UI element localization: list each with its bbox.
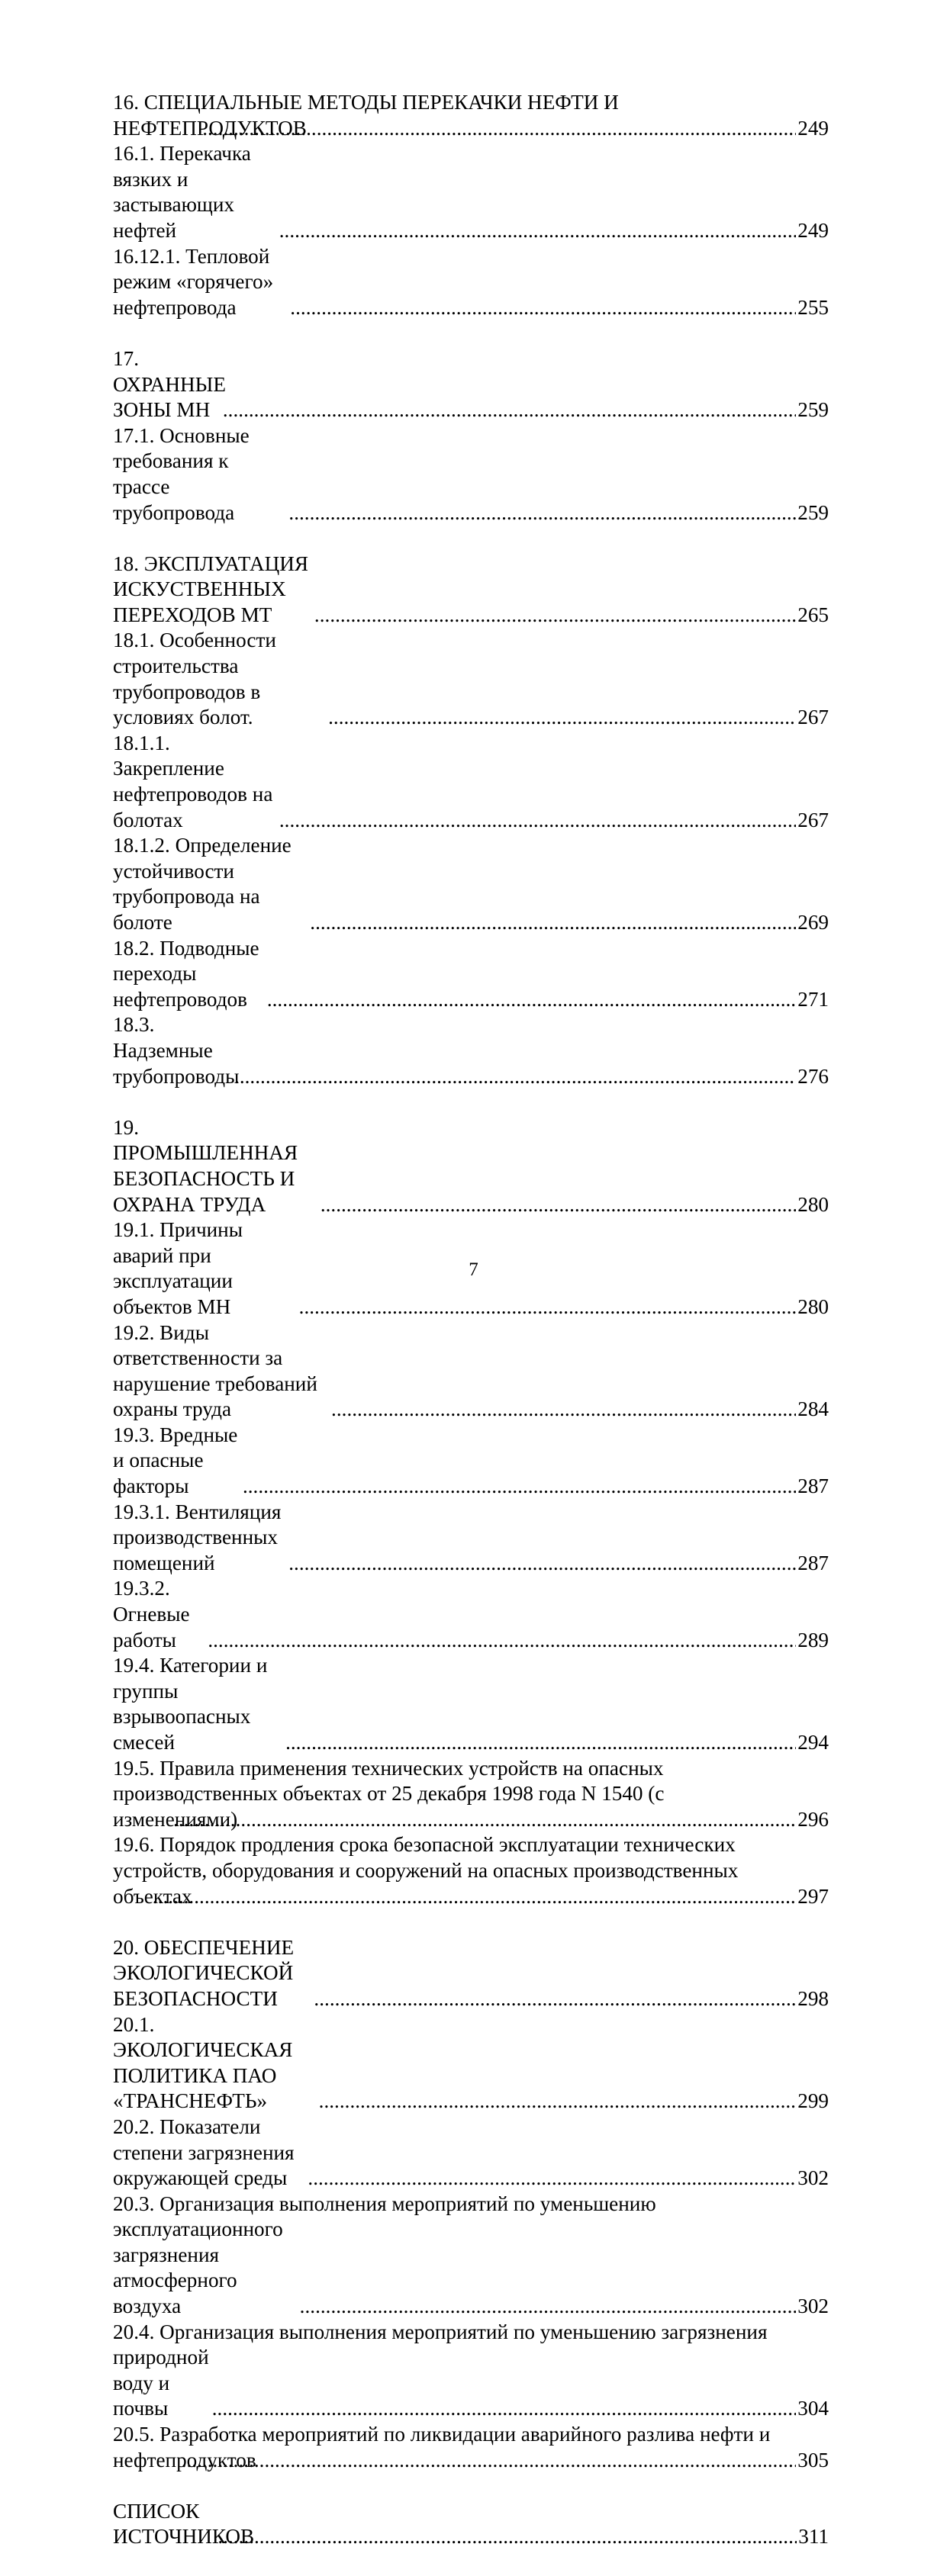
dot-leader bbox=[290, 295, 796, 321]
toc-entry[interactable] bbox=[113, 1756, 829, 1833]
toc-entry-title: эксплуатационного загрязнения атмосферного воздуха bbox=[113, 2217, 283, 2318]
toc-entry-line: 19.6. Порядок продления срока безопасной эксплуатации технических bbox=[113, 1833, 736, 1857]
toc-page-number: 259 bbox=[797, 398, 829, 422]
dot-leader bbox=[288, 1551, 796, 1577]
toc-entry-title: 18.1. Особенности строительства трубопроводов в условиях болот. bbox=[113, 629, 276, 729]
toc-page-number: 287 bbox=[797, 1475, 829, 1498]
dot-leader bbox=[267, 987, 796, 1013]
toc-page-number: 269 bbox=[797, 911, 829, 934]
toc-entry-line: 20.5. Разработка мероприятий по ликвидации аварийного разлива нефти и bbox=[113, 2423, 771, 2446]
dot-leader bbox=[173, 1807, 796, 1833]
toc-entry-title: 16.12.1. Тепловой режим «горячего» нефтепровода bbox=[113, 244, 274, 319]
dot-leader bbox=[320, 1192, 796, 1218]
dot-leader bbox=[153, 1884, 796, 1910]
toc-entry[interactable] bbox=[113, 1423, 829, 1500]
toc-entry-line: 19.5. Правила применения технических устройств на опасных bbox=[113, 1756, 664, 1780]
toc-entry[interactable] bbox=[113, 1653, 829, 1755]
toc-entry-title: 20.1. ЭКОЛОГИЧЕСКАЯ ПОЛИТИКА ПАО «ТРАНСНЕФТЬ» bbox=[113, 2012, 293, 2113]
toc-entry-title: 19.3. Вредные и опасные факторы bbox=[113, 1423, 238, 1498]
toc-entry[interactable] bbox=[113, 1012, 829, 1089]
dot-leader bbox=[182, 2448, 797, 2474]
toc-page-number: 302 bbox=[797, 2295, 829, 2318]
toc-page-number: 267 bbox=[797, 706, 829, 729]
toc-entry[interactable] bbox=[113, 2499, 829, 2550]
dot-leader bbox=[223, 397, 796, 423]
dot-leader bbox=[331, 1397, 796, 1423]
toc-section-17 bbox=[113, 346, 829, 526]
toc-entry-title: НЕФТЕПРОДУКТОВ bbox=[113, 116, 307, 140]
toc-entry-line: 20.4. Организация выполнения мероприятий по уменьшению загрязнения bbox=[113, 2320, 768, 2343]
toc-entry-title: 20. ОБЕСПЕЧЕНИЕ ЭКОЛОГИЧЕСКОЙ БЕЗОПАСНОСТИ bbox=[113, 1935, 295, 2010]
dot-leader bbox=[202, 116, 796, 142]
toc-entry-title: 19.3.2. Огневые работы bbox=[113, 1577, 190, 1651]
dot-leader bbox=[328, 705, 796, 731]
table-of-contents bbox=[113, 90, 829, 2576]
page-number: 7 bbox=[469, 1259, 478, 1280]
toc-entry[interactable] bbox=[113, 141, 829, 243]
toc-entry[interactable] bbox=[113, 1500, 829, 1577]
toc-entry[interactable] bbox=[113, 2422, 829, 2473]
toc-entry[interactable] bbox=[113, 244, 829, 321]
toc-entry-title: 18.2. Подводные переходы нефтепроводов bbox=[113, 936, 259, 1011]
toc-page-number: 304 bbox=[797, 2397, 829, 2420]
toc-page-number: 294 bbox=[797, 1731, 829, 1754]
toc-entry[interactable] bbox=[113, 1832, 829, 1909]
toc-page-number: 249 bbox=[797, 218, 829, 242]
toc-page-number: 271 bbox=[797, 987, 829, 1011]
toc-entry-title: 19. ПРОМЫШЛЕННАЯ БЕЗОПАСНОСТЬ И ОХРАНА ТРУДА bbox=[113, 1115, 298, 1216]
toc-entry[interactable] bbox=[113, 90, 829, 141]
toc-entry[interactable] bbox=[113, 1935, 829, 2012]
toc-entry-title: нефтепродуктов bbox=[113, 2448, 256, 2471]
toc-entry[interactable] bbox=[113, 423, 829, 526]
toc-page-number: 284 bbox=[797, 1397, 829, 1421]
toc-entry-line: 20.3. Организация выполнения мероприятий по уменьшению bbox=[113, 2192, 656, 2215]
toc-entry-title: природной воду и почвы bbox=[113, 2346, 209, 2420]
toc-entry-title: 19.3.1. Вентиляция производственных помещений bbox=[113, 1500, 282, 1574]
toc-entry[interactable] bbox=[113, 2320, 829, 2422]
toc-entry-title: 16.1. Перекачка вязких и застывающих нефтей bbox=[113, 142, 251, 242]
toc-entry[interactable] bbox=[113, 1576, 829, 1653]
dot-leader bbox=[310, 910, 796, 936]
dot-leader bbox=[243, 1474, 796, 1500]
dot-leader bbox=[314, 603, 796, 629]
toc-entry-title: 18.1.2. Определение устойчивости трубопровода на болоте bbox=[113, 834, 292, 934]
toc-entry-line: 16. СПЕЦИАЛЬНЫЕ МЕТОДЫ ПЕРЕКАЧКИ НЕФТИ И bbox=[113, 91, 619, 114]
dot-leader bbox=[217, 2524, 797, 2550]
dot-leader bbox=[308, 2166, 796, 2192]
toc-page-number: 311 bbox=[798, 2525, 829, 2549]
toc-entry[interactable] bbox=[113, 833, 829, 935]
toc-entry[interactable] bbox=[113, 1115, 829, 1217]
dot-leader bbox=[279, 808, 796, 834]
toc-section-18 bbox=[113, 552, 829, 1089]
toc-entry[interactable] bbox=[113, 2192, 829, 2320]
toc-page-number: 297 bbox=[797, 1884, 829, 1908]
toc-page-number: 305 bbox=[797, 2448, 829, 2471]
toc-entry-title: 20.2. Показатели степени загрязнения окружающей среды bbox=[113, 2115, 295, 2190]
toc-entry[interactable] bbox=[113, 2115, 829, 2192]
dot-leader bbox=[212, 2396, 796, 2422]
toc-section-16 bbox=[113, 90, 829, 320]
toc-entry-title: объектах bbox=[113, 1884, 192, 1908]
toc-page-number: 299 bbox=[797, 2089, 829, 2113]
toc-entry-title: 19.1. Причины аварий при эксплуатации объектов МН bbox=[113, 1218, 243, 1318]
toc-section-19 bbox=[113, 1115, 829, 1909]
toc-page-number: 265 bbox=[797, 603, 829, 626]
toc-entry[interactable] bbox=[113, 1320, 829, 1423]
toc-section-20 bbox=[113, 1935, 829, 2473]
dot-leader bbox=[314, 1986, 796, 2012]
toc-page-number: 298 bbox=[797, 1986, 829, 2010]
toc-entry[interactable] bbox=[113, 628, 829, 730]
toc-page-number: 276 bbox=[797, 1064, 829, 1088]
toc-page-number: 296 bbox=[797, 1807, 829, 1831]
toc-entry-title: 18. ЭКСПЛУАТАЦИЯ ИСКУСТВЕННЫХ ПЕРЕХОДОВ МТ bbox=[113, 552, 308, 626]
toc-entry-title: 19.4. Категории и группы взрывоопасных смесей bbox=[113, 1654, 268, 1754]
toc-page-number: 259 bbox=[797, 500, 829, 524]
toc-entry-title: 17.1. Основные требования к трассе трубопровода bbox=[113, 423, 250, 524]
toc-entry-title: 17. ОХРАННЫЕ ЗОНЫ МН bbox=[113, 346, 227, 422]
toc-entry-title: изменениями) bbox=[113, 1807, 238, 1831]
toc-page-number: 280 bbox=[797, 1294, 829, 1318]
toc-entry-title: 18.1.1. Закрепление нефтепроводов на болотах bbox=[113, 731, 273, 831]
dot-leader bbox=[299, 1294, 797, 1320]
dot-leader bbox=[279, 218, 797, 244]
dot-leader bbox=[300, 2294, 797, 2320]
toc-page-number: 287 bbox=[797, 1551, 829, 1574]
toc-page-number: 302 bbox=[797, 2166, 829, 2190]
toc-page-number: 280 bbox=[797, 1192, 829, 1216]
dot-leader bbox=[319, 2089, 797, 2115]
toc-entry[interactable] bbox=[113, 552, 829, 629]
dot-leader bbox=[234, 1064, 796, 1090]
toc-page-number: 255 bbox=[797, 295, 829, 319]
dot-leader bbox=[285, 1730, 796, 1756]
toc-entry[interactable] bbox=[113, 346, 829, 423]
toc-entry-line: устройств, оборудования и сооружений на опасных производственных bbox=[113, 1858, 739, 1882]
dot-leader bbox=[288, 500, 796, 526]
toc-entry[interactable] bbox=[113, 2012, 829, 2115]
toc-entry[interactable] bbox=[113, 731, 829, 833]
toc-entry-title: 18.3. Надземные трубопроводы bbox=[113, 1013, 240, 1088]
toc-page-number: 249 bbox=[797, 116, 829, 140]
toc-entry[interactable] bbox=[113, 936, 829, 1013]
toc-page-number: 289 bbox=[797, 1628, 829, 1651]
toc-page-number: 267 bbox=[797, 808, 829, 831]
dot-leader bbox=[208, 1628, 796, 1654]
toc-entry-line: производственных объектах от 25 декабря 1998 года N 1540 (с bbox=[113, 1782, 665, 1806]
toc-section-sources bbox=[113, 2499, 829, 2550]
toc-entry-title: 19.2. Виды ответственности за нарушение требований охраны труда bbox=[113, 1320, 317, 1421]
toc-entry-title: СПИСОК ИСТОЧНИКОВ bbox=[113, 2499, 255, 2549]
